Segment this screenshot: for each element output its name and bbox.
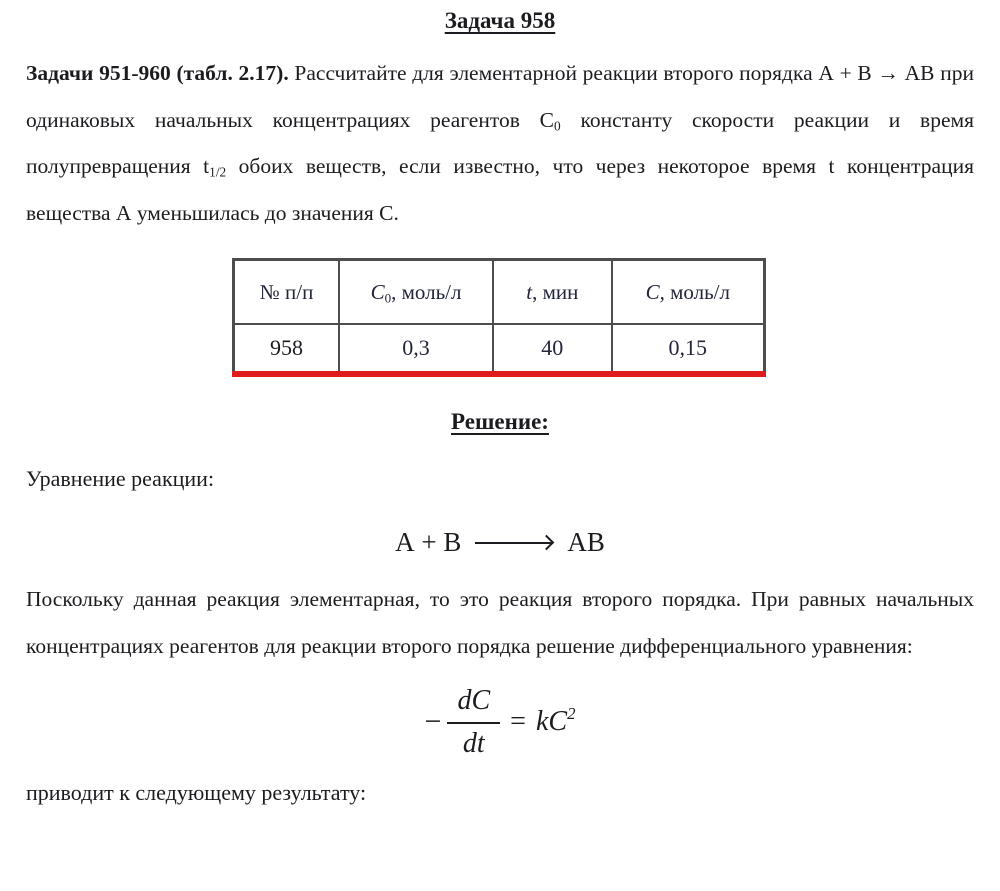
- equation-rhs: АВ: [567, 527, 605, 557]
- fraction-numerator: dC: [447, 685, 500, 724]
- formula-rhs-base: kC: [535, 706, 568, 737]
- red-underline: [232, 371, 766, 377]
- equation-lhs: А + В: [395, 527, 462, 557]
- equals-sign: =: [510, 706, 526, 737]
- table-header-c: C, моль/л: [612, 260, 765, 325]
- data-table-wrapper: [232, 258, 766, 377]
- right-arrow-icon: [475, 542, 553, 544]
- table-cell-time: 40: [493, 324, 612, 371]
- table-row: [234, 324, 765, 371]
- solution-heading: Решение:: [451, 409, 549, 434]
- table-cell-number: 958: [234, 324, 340, 371]
- problem-statement: Задачи 951-960 (табл. 2.17). Рассчитайте для элементарной реакции второго порядка А + В → АВ при одинаковых начальных концентрациях реагентов $С_0$ константу скорости реакции и время полупревращения $t_{1/2}$ обоих веществ, если известно, что через некоторое время t концентрация вещества А уменьшилась до значения С.: [26, 61, 974, 225]
- table-cell-c: 0,15: [612, 324, 765, 371]
- closing-line: приводит к следующему результату:: [26, 780, 367, 805]
- table-header-c0: $C_0$, моль/л: [339, 260, 493, 325]
- reaction-equation: [26, 526, 974, 558]
- rate-equation-formula: [26, 679, 974, 765]
- explanation-paragraph: Поскольку данная реакция элементарная, то это реакция второго порядка. При равных начальных концентрациях реагентов для реакции второго порядка решение дифференциального уравнения:: [26, 587, 974, 658]
- table-header-number: № п/п: [234, 260, 340, 325]
- formula-rhs-exponent: 2: [567, 704, 576, 724]
- derivative-fraction: [447, 685, 500, 760]
- table-cell-c0: 0,3: [339, 324, 493, 371]
- minus-sign: −: [424, 705, 442, 738]
- fraction-denominator: dt: [462, 727, 485, 759]
- equation-label: Уравнение реакции:: [26, 466, 215, 491]
- table-header-time: t, мин: [493, 260, 612, 325]
- table-header-row: [234, 260, 765, 325]
- formula-rhs: [536, 706, 576, 738]
- data-table: [232, 258, 766, 371]
- page-title: Задача 958: [444, 8, 556, 33]
